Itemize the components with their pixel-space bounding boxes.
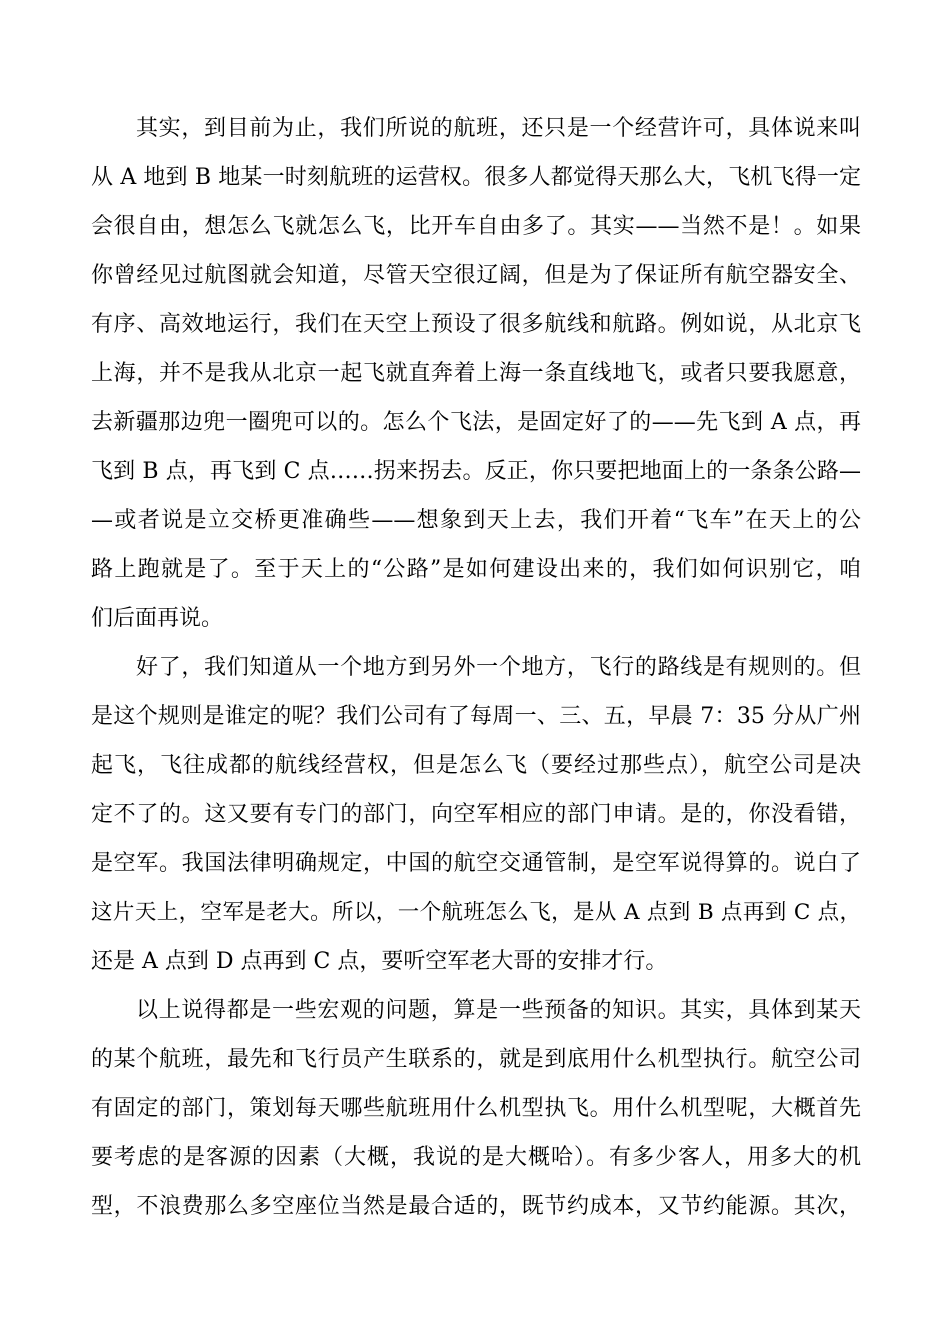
text-line: 定不了的。这又要有专门的部门，向空军相应的部门申请。是的，你没看错， [91,802,861,827]
text-line: 你曾经见过航图就会知道，尽管天空很辽阔，但是为了保证所有航空器安全、 [91,263,861,288]
text-line: 其实，到目前为止，我们所说的航班，还只是一个经营许可，具体说来叫 [136,116,861,141]
text-line: 有序、高效地运行，我们在天空上预设了很多航线和航路。例如说，从北京飞 [91,312,861,337]
text-line: 好了，我们知道从一个地方到另外一个地方，飞行的路线是有规则的。但 [136,655,861,680]
text-line: 起飞，飞往成都的航线经营权，但是怎么飞（要经过那些点），航空公司是决 [91,753,861,778]
text-line: 型，不浪费那么多空座位当然是最合适的，既节约成本，又节约能源。其次， [91,1194,861,1219]
text-line: 要考虑的是客源的因素（大概，我说的是大概哈）。有多少客人，用多大的机 [91,1145,861,1170]
text-line: 去新疆那边兜一圈兜可以的。怎么个飞法，是固定好了的——先飞到 A 点，再 [91,410,861,435]
text-line: 飞到 B 点，再飞到 C 点……拐来拐去。反正，你只要把地面上的一条条公路— [91,459,861,484]
text-line: 从 A 地到 B 地某一时刻航班的运营权。很多人都觉得天那么大，飞机飞得一定 [91,165,861,190]
text-line: 有固定的部门，策划每天哪些航班用什么机型执飞。用什么机型呢，大概首先 [91,1096,861,1121]
text-line: 以上说得都是一些宏观的问题，算是一些预备的知识。其实，具体到某天 [136,998,861,1023]
paragraph-3 [91,986,861,1231]
text-line: 上海，并不是我从北京一起飞就直奔着上海一条直线地飞，或者只要我愿意， [91,361,861,386]
text-line: 路上跑就是了。至于天上的“公路”是如何建设出来的，我们如何识别它，咱 [91,557,861,582]
text-line: 这片天上，空军是老大。所以，一个航班怎么飞，是从 A 点到 B 点再到 C 点， [91,900,861,925]
paragraph-1 [91,104,861,643]
text-line: 还是 A 点到 D 点再到 C 点，要听空军老大哥的安排才行。 [91,949,668,974]
paragraph-2 [91,643,861,986]
document-body [91,104,861,1231]
text-line: 是这个规则是谁定的呢？我们公司有了每周一、三、五，早晨 7：35 分从广州 [91,704,861,729]
text-line: 是空军。我国法律明确规定，中国的航空交通管制，是空军说得算的。说白了 [91,851,861,876]
text-line: 们后面再说。 [91,606,224,631]
text-line: 的某个航班，最先和飞行员产生联系的，就是到底用什么机型执行。航空公司 [91,1047,861,1072]
text-line: —或者说是立交桥更准确些——想象到天上去，我们开着“飞车”在天上的公 [91,508,861,533]
text-line: 会很自由，想怎么飞就怎么飞，比开车自由多了。其实——当然不是！。如果 [91,214,861,239]
